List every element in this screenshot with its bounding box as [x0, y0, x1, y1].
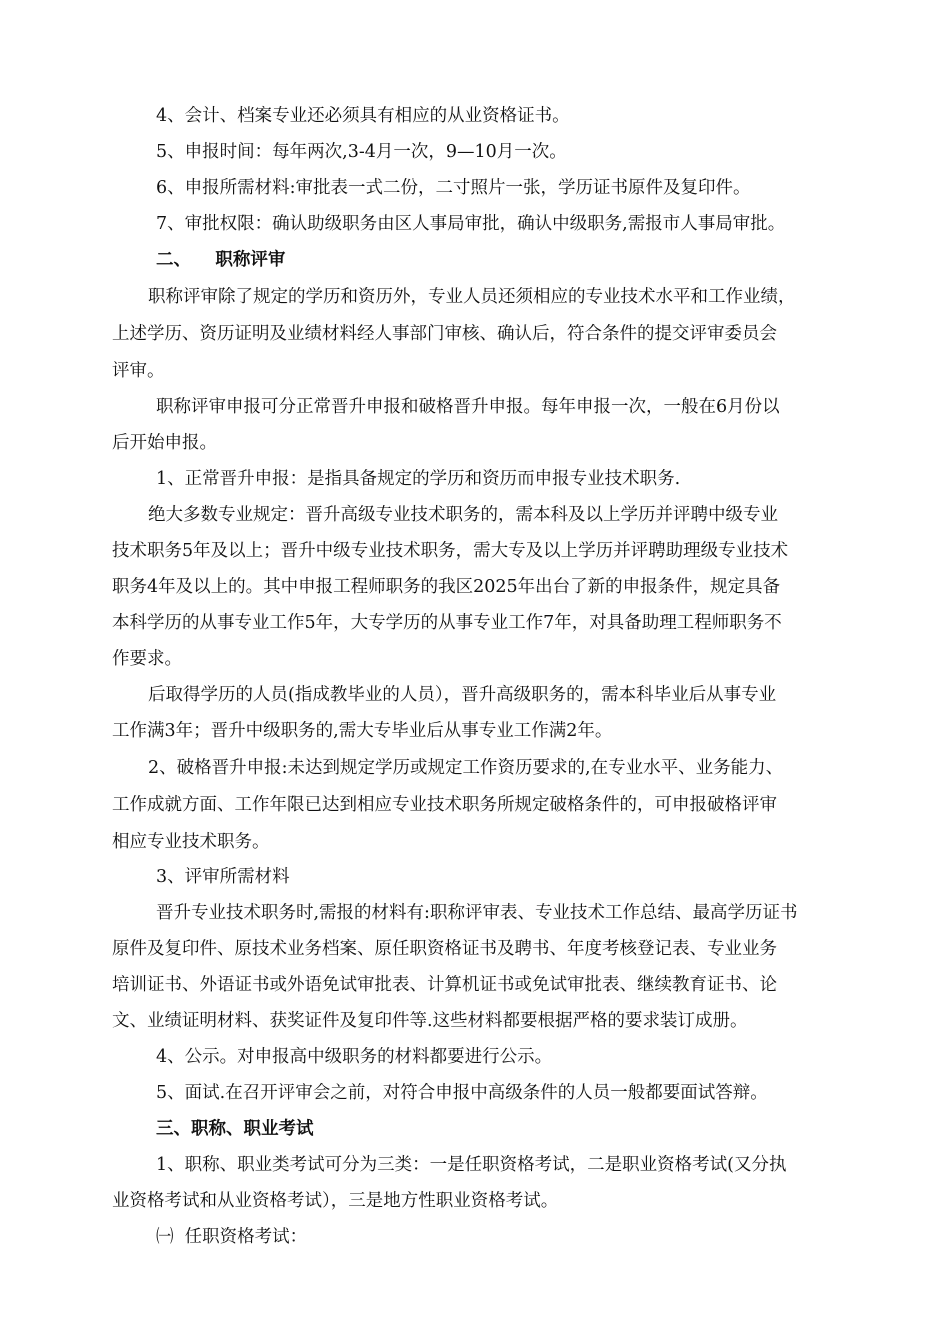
- interview-line: 5、面试.在召开评审会之前，对符合申报中高级条件的人员一般都要面试答辩。: [156, 1083, 768, 1103]
- paragraph-line: 绝大多数专业规定：晋升高级专业技术职务的，需本科及以上学历并评聘中级专业: [148, 505, 778, 525]
- paragraph-line: 1、职称、职业类考试可分为三类：一是任职资格考试，二是职业资格考试(又分执: [156, 1155, 787, 1175]
- paragraph-line: 原件及复印件、原技术业务档案、原任职资格证书及聘书、年度考核登记表、专业业务: [112, 939, 777, 959]
- item-6-line: 6、申报所需材料:审批表一式二份，二寸照片一张，学历证书原件及复印件。: [156, 178, 751, 198]
- paragraph-line: 技术职务5年及以上；晋升中级专业技术职务，需大专及以上学历并评聘助理级专业技术: [112, 541, 789, 561]
- item-7-line: 7、审批权限：确认助级职务由区人事局审批，确认中级职务,需报市人事局审批。: [156, 214, 786, 234]
- paragraph-line: 相应专业技术职务。: [112, 832, 270, 852]
- paragraph-line: 职称评审除了规定的学历和资历外，专业人员还须相应的专业技术水平和工作业绩，: [148, 287, 796, 307]
- exceptional-promotion-line: 2、破格晋升申报:未达到规定学历或规定工作资历要求的,在专业水平、业务能力、: [148, 758, 784, 778]
- paragraph-line: 培训证书、外语证书或外语免试审批表、计算机证书或免试审批表、继续教育证书、论: [112, 975, 777, 995]
- section-heading-2: 二、 职称评审: [156, 250, 286, 270]
- normal-promotion-line: 1、正常晋升申报：是指具备规定的学历和资历而申报专业技术职务.: [156, 469, 681, 489]
- paragraph-line: 晋升专业技术职务时,需报的材料有:职称评审表、专业技术工作总结、最高学历证书: [156, 903, 798, 923]
- paragraph-line: 文、业绩证明材料、获奖证件及复印件等.这些材料都要根据严格的要求装订成册。: [112, 1011, 748, 1031]
- paragraph-line: 评审。: [112, 361, 165, 381]
- paragraph-line: 职务4年及以上的。其中申报工程师职务的我区2025年出台了新的申报条件，规定具备: [112, 577, 781, 597]
- paragraph-line: 工作成就方面、工作年限已达到相应专业技术职务所规定破格条件的，可申报破格评审: [112, 795, 777, 815]
- paragraph-line: 工作满3年；晋升中级职务的,需大专毕业后从事专业工作满2年。: [112, 721, 613, 741]
- paragraph-line: 后开始申报。: [112, 433, 217, 453]
- paragraph-line: 职称评审申报可分正常晋升申报和破格晋升申报。每年申报一次，一般在6月份以: [156, 397, 780, 417]
- section-heading-3: 三、职称、职业考试: [156, 1119, 314, 1139]
- item-4-line: 4、会计、档案专业还必须具有相应的从业资格证书。: [156, 106, 570, 126]
- subsection-heading-1: ㈠ 任职资格考试：: [156, 1227, 308, 1247]
- item-5-line: 5、申报时间：每年两次,3-4月一次，9—10月一次。: [156, 142, 567, 162]
- materials-heading-line: 3、评审所需材料: [156, 867, 290, 887]
- publicity-line: 4、公示。对申报高中级职务的材料都要进行公示。: [156, 1047, 553, 1067]
- paragraph-line: 本科学历的从事专业工作5年，大专学历的从事专业工作7年，对具备助理工程师职务不: [112, 613, 782, 633]
- paragraph-line: 后取得学历的人员(指成教毕业的人员），晋升高级职务的，需本科毕业后从事专业: [148, 685, 777, 705]
- paragraph-line: 上述学历、资历证明及业绩材料经人事部门审核、确认后，符合条件的提交评审委员会: [112, 324, 777, 344]
- paragraph-line: 作要求。: [112, 649, 182, 669]
- paragraph-line: 业资格考试和从业资格考试），三是地方性职业资格考试。: [112, 1191, 559, 1211]
